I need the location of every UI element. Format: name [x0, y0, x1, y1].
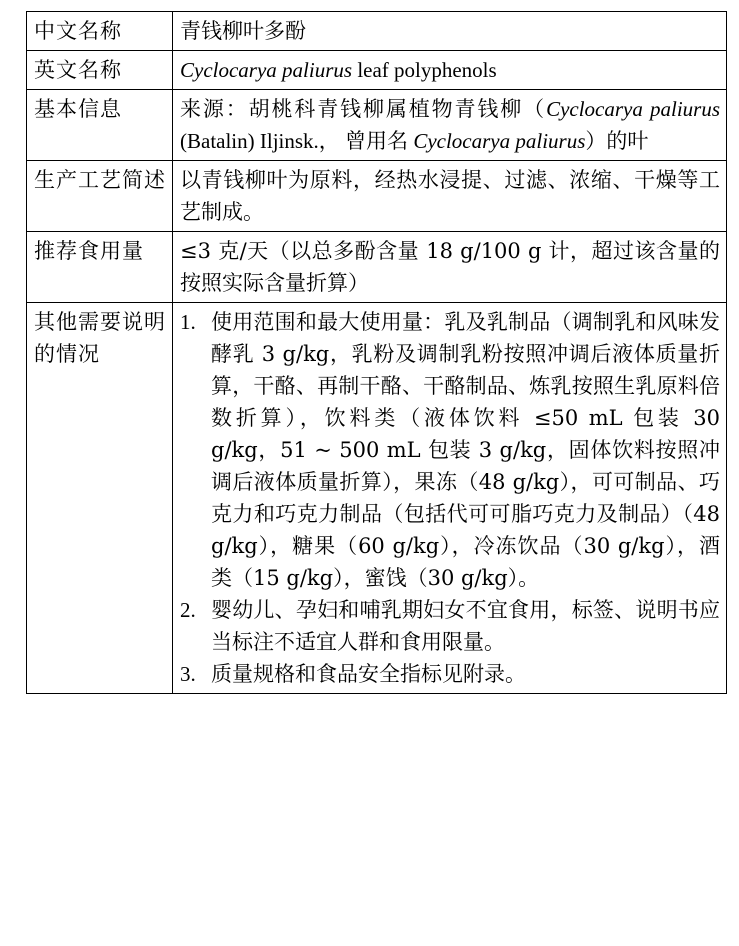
row-other-notes — [27, 303, 727, 694]
value-english-name — [173, 51, 727, 90]
note-text: 使用范围和最大使用量：乳及乳制品（调制乳和风味发酵乳 3 g/kg，乳粉及调制乳粉按照冲调后液体质量折算，干酪、再制干酪、干酪制品、炼乳按照生乳原料倍数折算），饮料类（液体饮料 ≤50 mL 包装 30 g/kg，51 ~ 500 mL 包装 3 g/kg，固体饮料按照冲调后液体质量折算），果冻（48 g/kg），可可制品、巧克力和巧克力制品（包括代可可脂巧克力及制品）（48 g/kg），糖果（60 g/kg），冷冻饮品（30 g/kg），酒类（15 g/kg），蜜饯（30 g/kg）。 — [211, 310, 720, 590]
label-process: 生产工艺简述 — [27, 161, 173, 232]
label-basic-info: 基本信息 — [27, 90, 173, 161]
english-name-suffix: leaf polyphenols — [352, 58, 497, 82]
note-number: 1. — [180, 310, 196, 334]
note-number: 3. — [180, 662, 196, 686]
note-item — [180, 594, 720, 658]
latin-species-name: Cyclocarya paliurus — [546, 97, 721, 121]
latin-species-name: Cyclocarya paliurus — [180, 58, 353, 82]
latin-former-name: Cyclocarya paliurus — [413, 129, 586, 153]
note-item — [180, 306, 720, 594]
basic-info-source: 来源：胡桃科青钱柳属植物青钱柳（ — [180, 97, 547, 121]
note-text: 质量规格和食品安全指标见附录。 — [211, 662, 526, 686]
note-text: 婴幼儿、孕妇和哺乳期妇女不宜食用，标签、说明书应当标注不适宜人群和食用限量。 — [211, 598, 720, 654]
label-english-name: 英文名称 — [27, 51, 173, 90]
specification-table — [26, 11, 727, 694]
basic-info-part: ）的叶 — [585, 129, 649, 153]
value-dosage: ≤3 克/天（以总多酚含量 18 g/100 g 计，超过该含量的按照实际含量折算） — [173, 232, 727, 303]
note-item — [180, 658, 720, 690]
row-process — [27, 161, 727, 232]
label-chinese-name: 中文名称 — [27, 12, 173, 51]
value-chinese-name: 青钱柳叶多酚 — [173, 12, 727, 51]
label-dosage: 推荐食用量 — [27, 232, 173, 303]
label-other-notes: 其他需要说明的情况 — [27, 303, 173, 694]
basic-info-authority: (Batalin) Iljinsk.， 曾用名 — [180, 129, 414, 153]
row-chinese-name — [27, 12, 727, 51]
row-dosage — [27, 232, 727, 303]
value-basic-info — [173, 90, 727, 161]
note-number: 2. — [180, 598, 196, 622]
row-basic-info — [27, 90, 727, 161]
value-process: 以青钱柳叶为原料，经热水浸提、过滤、浓缩、干燥等工艺制成。 — [173, 161, 727, 232]
value-other-notes — [173, 303, 727, 694]
notes-list — [180, 306, 720, 690]
row-english-name — [27, 51, 727, 90]
